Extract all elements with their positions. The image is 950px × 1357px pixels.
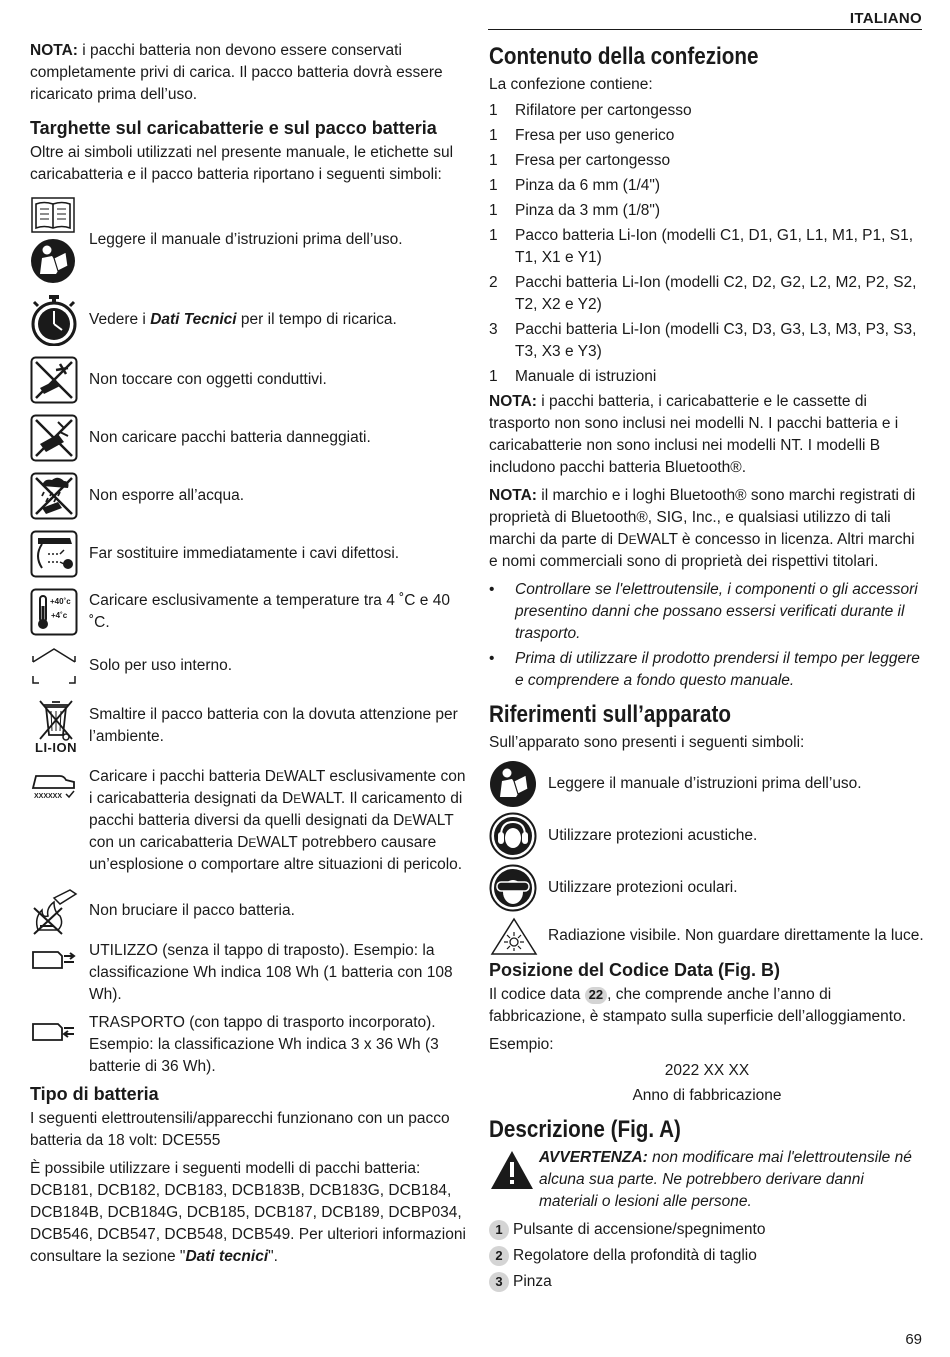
marking-text-eye: Utilizzare protezioni oculari. (548, 879, 738, 896)
example-label: Esempio: (489, 1036, 554, 1053)
list-item: 1 Fresa per uso generico (489, 127, 675, 144)
read-manual-icon (30, 238, 76, 284)
marking-row-read-manual (489, 760, 925, 808)
tech-data-em: Dati Tecnici (150, 311, 237, 328)
symbol-row-water (30, 472, 468, 520)
marking-text-light: Radiazione visibile. Non guardare direttamente la luce. (548, 927, 924, 944)
date-code-text: Il codice data 22 , che comprende anche l’anno di fabbricazione, è stampato sulla superficie dell’alloggiamento. (489, 986, 907, 1025)
header-rule (488, 29, 922, 30)
symbol-text-dispose: Smaltire il pacco batteria con la dovuta attenzione per l’ambiente. (89, 706, 458, 745)
no-fire-icon (30, 886, 78, 936)
contents-heading: Contenuto della confezione (489, 43, 759, 70)
symbol-text-damaged: Non caricare pacchi batteria danneggiati. (89, 429, 371, 446)
symbol-text-temperature: Caricare esclusivamente a temperature tra 4 ˚C e 40 ˚C. (89, 592, 450, 631)
battery-p1: I seguenti elettroutensili/apparecchi funzionano con un pacco batteria da 18 volt: DCE555 (30, 1110, 450, 1149)
example-code: 2022 XX XX (664, 1062, 750, 1079)
note-models: NOTA: i pacchi batteria, i caricabatterie e le cassette di trasporto non sono inclusi nei modelli N. I pacchi batteria e i caricabatterie non sono inclusi nei modelli NT. I modelli B includono pacchi batteria Bluetooth®. (489, 393, 899, 476)
warning-text: AVVERTENZA: non modificare mai l'elettroutensile né alcuna sua parte. Ne potrebbero derivare danni materiali o lesioni alle persone. (539, 1149, 912, 1210)
list-item: 1 Pinza da 3 mm (1/8") (489, 202, 661, 219)
component-label: Pulsante di accensione/spegnimento (513, 1221, 766, 1238)
symbol-row-transport (30, 1012, 468, 1078)
marking-row-eye (489, 864, 925, 912)
component-label: Pinza (513, 1273, 552, 1290)
symbol-row-dewalt-only (30, 766, 468, 876)
marking-text-read-manual: Leggere il manuale d’istruzioni prima dell’uso. (548, 775, 862, 792)
marking-row-ear (489, 812, 925, 860)
symbol-text-dewalt-only: Caricare i pacchi batteria DEWALT esclusivamente con i caricabatteria designati da DEWALT. Il caricamento di pacchi batteria diversi da quelli designati da DEWALT con un caricabatteria DEWALT potrebbero causare un’esplosione o comportare altre situazioni di pericolo. (89, 768, 466, 873)
symbol-row-conductive (30, 356, 468, 404)
list-item: 1 Fresa per cartongesso (489, 152, 671, 169)
labels-heading: Targhette sul caricabatterie e sul pacco batteria (30, 118, 437, 138)
note-text: i pacchi batteria non devono essere conservati completamente privi di carica. Il pacco batteria dovrà essere ricaricato prima dell’uso. (30, 42, 443, 103)
contents-list (489, 100, 925, 388)
symbol-text-conductive: Non toccare con oggetti conduttivi. (89, 371, 327, 388)
list-item: 2 Pacchi batteria Li-Ion (modelli C2, D2, G2, L2, M2, P2, S2, T2, X2 e Y2) (489, 274, 917, 313)
symbol-text-water: Non esporre all’acqua. (89, 487, 245, 504)
temp-high-label: +40˚c (50, 597, 71, 606)
contents-intro: La confezione contiene: (489, 76, 653, 93)
symbol-row-tech-data (30, 294, 468, 346)
list-item: 1 Pinza da 6 mm (1/4") (489, 177, 661, 194)
battery-heading: Tipo di batteria (30, 1084, 159, 1104)
symbol-text-no-burn: Non bruciare il pacco batteria. (89, 902, 295, 919)
symbol-row-no-burn (30, 886, 468, 936)
labels-intro: Oltre ai simboli utilizzati nel presente manuale, le etichette sul caricabatteria e il pacco batteria riportano i seguenti simboli: (30, 144, 454, 183)
warning-block (489, 1147, 925, 1213)
symbol-text-tech-data (82, 309, 468, 331)
component-label: Regolatore della profondità di taglio (513, 1247, 757, 1264)
component-number: 1 (489, 1220, 509, 1240)
temp-low-label: +4˚c (51, 611, 68, 620)
symbol-text-usage: UTILIZZO (senza il tappo di traposto). Esempio: la classificazione Wh indica 108 Wh (1 batteria con 108 Wh). (89, 942, 453, 1003)
component-item (489, 1271, 925, 1293)
crossed-bin-icon (36, 697, 76, 741)
marking-text-ear: Utilizzare protezioni acustiche. (548, 827, 758, 844)
eye-protection-icon (489, 864, 537, 912)
no-conductive-icon (30, 356, 78, 404)
open-book-icon (30, 196, 76, 234)
component-item (489, 1219, 925, 1241)
right-column (489, 40, 925, 1297)
component-number: 3 (489, 1272, 509, 1292)
thermometer-icon (30, 588, 78, 636)
symbol-row-read-manual (30, 196, 468, 284)
note-label: NOTA: (30, 42, 78, 59)
list-item: 1 Rifilatore per cartongesso (489, 102, 692, 119)
symbol-row-temperature (30, 588, 468, 636)
ear-protection-icon (489, 812, 537, 860)
battery-p2: È possibile utilizzare i seguenti modelli di pacchi batteria: DCB181, DCB182, DCB183, DCB183B, DCB183G, DCB184, DCB184B, DCB184G, DCB185, DCB187, DCB189, DCBP034, DCB546, DCB547, DCB548, DCB549. Per ulteriori informazioni consultare la sezione "Dati tecnici". (30, 1160, 466, 1265)
tech-data-pre: Vedere i (89, 311, 151, 328)
indoor-house-icon (30, 646, 78, 686)
battery-charger-icon (30, 770, 78, 800)
markings-intro: Sull’apparato sono presenti i seguenti simboli: (489, 734, 805, 751)
symbol-row-dispose (30, 696, 468, 756)
component-number: 2 (489, 1246, 509, 1266)
example-caption: Anno di fabbricazione (632, 1087, 782, 1104)
symbol-row-usage (30, 940, 468, 1006)
symbol-text-transport: TRASPORTO (con tappo di trasporto incorporato). Esempio: la classificazione Wh indica 3 x 36 Wh (3 batterie di 36 Wh). (89, 1014, 439, 1075)
component-item (489, 1245, 925, 1267)
battery-usage-icon (30, 944, 78, 972)
no-water-icon (30, 472, 78, 520)
symbol-text-cables: Far sostituire immediatamente i cavi difettosi. (89, 545, 400, 562)
tech-data-post: per il tempo di ricarica. (236, 311, 397, 328)
symbol-row-indoor (30, 646, 468, 686)
description-heading: Descrizione (Fig. A) (489, 1116, 681, 1143)
markings-heading: Riferimenti sull’apparato (489, 701, 731, 728)
date-code-badge: 22 (585, 987, 607, 1004)
visible-radiation-icon (489, 916, 539, 956)
bullet-item-check-damage: • Controllare se l'elettroutensile, i componenti o gli accessori presentino danni che possano essersi verificati durante il trasporto. (489, 581, 918, 642)
marking-row-light (489, 916, 925, 956)
list-item: 3 Pacchi batteria Li-Ion (modelli C3, D3, G3, L3, M3, P3, S3, T3, X3 e Y3) (489, 321, 917, 360)
note-bluetooth: NOTA: il marchio e i loghi Bluetooth® sono marchi registrati di proprietà di Bluetooth®, SIG, Inc., e qualsiasi utilizzo di tali marchi da parte di DEWALT è concesso in licenza. Altri marchi e nomi commerciali sono di proprietà dei rispettivi titolari. (489, 487, 916, 570)
xxxxxx-label: XXXXXX (34, 793, 63, 800)
no-damaged-battery-icon (30, 414, 78, 462)
damaged-cable-icon (30, 530, 78, 578)
list-item: 1 Manuale di istruzioni (489, 368, 657, 385)
left-column (30, 40, 468, 1274)
li-ion-label: LI-ION (35, 740, 77, 755)
page-number: 69 (905, 1331, 922, 1348)
symbol-row-cables (30, 530, 468, 578)
symbol-text-indoor: Solo per uso interno. (89, 657, 233, 674)
bullet-item-read-manual: • Prima di utilizzare il prodotto prendersi il tempo per leggere e comprendere a fondo questo manuale. (489, 650, 920, 689)
list-item: 1 Pacco batteria Li-Ion (modelli C1, D1, G1, L1, M1, P1, S1, T1, X1 e Y1) (489, 227, 914, 266)
symbol-text-read-manual: Leggere il manuale d’istruzioni prima dell’uso. (89, 231, 403, 248)
stopwatch-icon (30, 294, 78, 346)
read-manual-icon (489, 760, 537, 808)
warning-icon (489, 1149, 535, 1191)
symbol-row-damaged (30, 414, 468, 462)
language-label: ITALIANO (849, 10, 922, 27)
date-code-heading: Posizione del Codice Data (Fig. B) (489, 960, 781, 980)
storage-note (30, 40, 468, 106)
battery-transport-icon (30, 1016, 78, 1044)
tech-data-link: Dati tecnici (185, 1248, 269, 1265)
